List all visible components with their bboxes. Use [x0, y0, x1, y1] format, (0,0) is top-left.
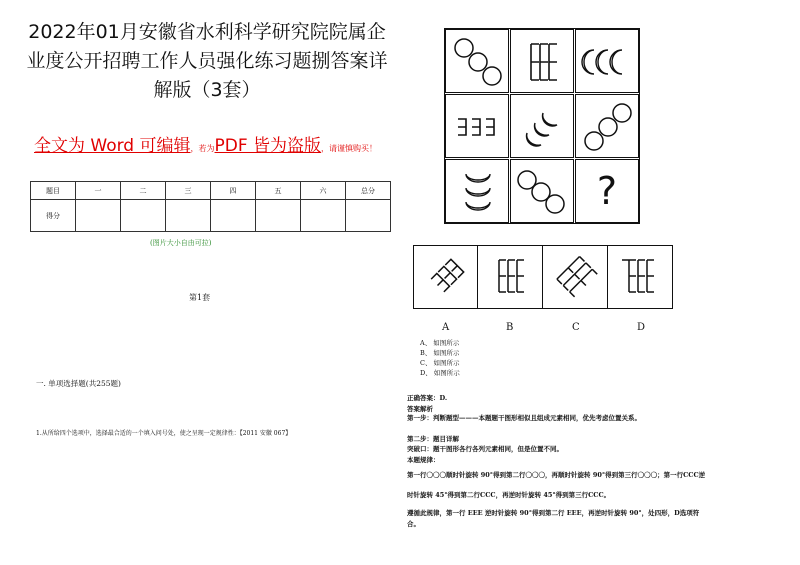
promo-caution: ，请谨慎购买！ [321, 144, 378, 153]
grid-cell-circles-antidiagonal [575, 94, 639, 158]
option-label-c: C [572, 322, 580, 333]
grid-cell-e-horizontal [445, 94, 509, 158]
choice-c[interactable]: C、 如图所示 [420, 359, 460, 367]
analysis-rule-line-3: 遵循此规律，第一行 EEE 逆时针旋转 90°得到第二行 EEE，再逆时针旋转 90°，处四形，D选项符 [407, 509, 700, 517]
option-a-figure [414, 246, 478, 308]
correct-answer: 正确答案：D. [407, 394, 448, 402]
grid-cell-crescents-diagonal [510, 94, 574, 158]
crescents-icon [576, 30, 640, 94]
header-cell: 二 [121, 182, 166, 200]
score-cell [346, 200, 391, 232]
triple-e-icon [511, 30, 575, 94]
grid-cell-circles-diagonal [445, 29, 509, 93]
option-b-figure [479, 246, 543, 308]
answer-options-figure [413, 245, 673, 309]
option-label-b: B [506, 322, 514, 333]
analysis-rule-title: 本题规律： [407, 456, 440, 464]
set-label: 第1套 [189, 293, 211, 302]
circles-icon [446, 30, 510, 94]
promo-pdf-piracy: PDF 皆为盗版 [214, 136, 322, 156]
circles-icon [576, 95, 640, 159]
score-table [30, 181, 391, 232]
puzzle-grid [444, 28, 640, 224]
analysis-title: 答案解析 [407, 405, 433, 413]
score-table-row [31, 200, 391, 232]
score-cell [211, 200, 256, 232]
image-resize-note: (图片大小自由可拉) [150, 239, 212, 247]
question-mark-cell: ? [575, 159, 639, 223]
score-cell [121, 200, 166, 232]
score-cell [76, 200, 121, 232]
grid-cell-crescents-row [575, 29, 639, 93]
choice-list [420, 338, 460, 378]
header-cell: 六 [301, 182, 346, 200]
document-title [18, 18, 396, 105]
triple-e-diagonal-icon [414, 246, 478, 308]
option-label-d: D [637, 322, 646, 333]
promo-connector: ，若为 [190, 144, 215, 153]
analysis-breakthrough: 突破口：题干图形各行各列元素相同，但是位置不同。 [407, 445, 563, 453]
title-line-1: 2022年01月安徽省水利科学研究院院属企 [28, 21, 386, 43]
section-title: 一. 单项选择题(共255题) [36, 379, 121, 388]
choice-a[interactable]: A、 如图所示 [420, 339, 460, 347]
header-cell: 五 [256, 182, 301, 200]
header-cell: 题目 [31, 182, 76, 200]
header-cell: 三 [166, 182, 211, 200]
triple-e-flipped-icon [609, 246, 673, 308]
crescents-stacked-icon [446, 160, 510, 224]
option-label-a: A [442, 322, 450, 333]
circles-icon [511, 160, 575, 224]
header-cell: 四 [211, 182, 256, 200]
analysis-rule-line-1: 第一行〇〇〇顺时针旋转 90°得到第二行〇〇〇，再顺时针旋转 90°得到第三行〇〇〇；第一行CCC逆 [407, 471, 706, 479]
promo-word-editable: 全文为 Word 可编辑 [34, 136, 191, 156]
analysis-step-1: 第一步：判断题型———本题题干图形相似且组成元素相同，优先考虑位置关系。 [407, 414, 641, 422]
score-cell [166, 200, 211, 232]
option-d-figure [609, 246, 673, 308]
grid-cell-e-vertical [510, 29, 574, 93]
triple-e-rotated-icon [446, 95, 510, 159]
title-line-2: 业度公开招聘工作人员强化练习题捌答案详 [26, 50, 388, 72]
score-table-header-row [31, 182, 391, 200]
row-label: 得分 [31, 200, 76, 232]
choice-b[interactable]: B、 如图所示 [420, 349, 460, 357]
analysis-step-2-title: 第二步：题目详解 [407, 435, 459, 443]
triple-e-diagonal-icon [544, 246, 608, 308]
grid-cell-circles-diagonal [510, 159, 574, 223]
score-cell [256, 200, 301, 232]
header-cell: 一 [76, 182, 121, 200]
header-cell: 总分 [346, 182, 391, 200]
option-c-figure [544, 246, 608, 308]
analysis-rule-line-2: 时针旋转 45°得到第二行CCC，再逆时针旋转 45°得到第三行CCC。 [407, 491, 611, 499]
grid-cell-crescents-column [445, 159, 509, 223]
promo-notice [34, 131, 404, 156]
triple-e-icon [479, 246, 543, 308]
analysis-rule-line-4: 合。 [407, 520, 420, 528]
score-cell [301, 200, 346, 232]
question-1-text: 1.从所给四个选项中，选择最合适的一个填入问号处，使之呈现一定规律性：【2011 安徽 067】 [36, 430, 292, 437]
title-line-3: 解版（3套） [153, 79, 261, 101]
crescents-diagonal-icon [511, 95, 575, 159]
choice-d[interactable]: D、 如图所示 [420, 369, 460, 377]
